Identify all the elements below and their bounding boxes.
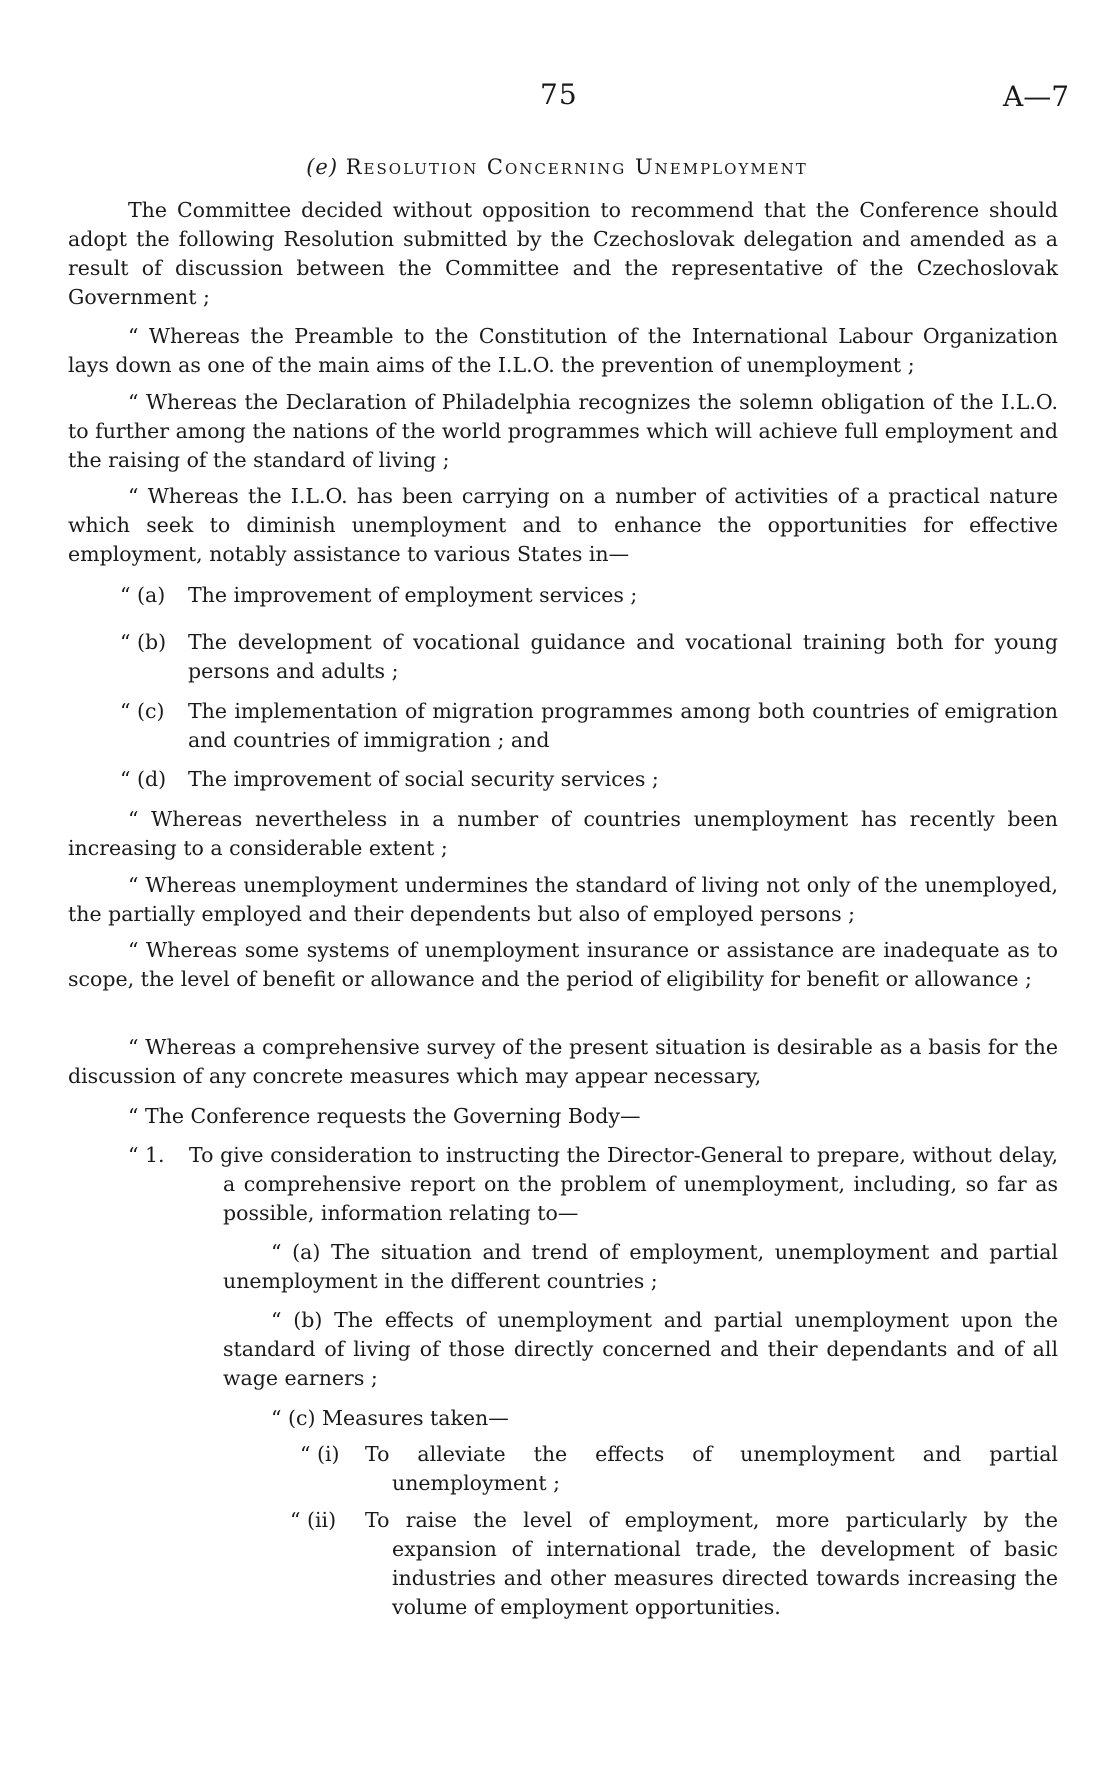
item-1-label: “ 1. — [128, 1143, 165, 1167]
whereas-paragraph-7: “ Whereas a comprehensive survey of the present situation is desirable as a basis for the discussion of any concrete measures which may appear necessary, — [68, 1035, 1058, 1088]
section-title: Resolution Concerning Unemployment — [345, 155, 808, 179]
list-item-a: The improvement of employment services ; — [188, 583, 638, 607]
item-1-text: To give consideration to instructing the Director-General to prepare, without delay, a comprehensive report on the problem of unemployment, including, so far as possible, information relating to— — [189, 1143, 1058, 1225]
document-code: A—7 — [1003, 80, 1070, 113]
whereas-paragraph-3: “ Whereas the I.L.O. has been carrying on a number of activities of a practical nature which seek to diminish unemployment and to enhance the opportunities for effective employment, notably assistance to various States in— — [68, 484, 1058, 566]
page-number: 75 — [540, 78, 578, 111]
sub-label-ii: “ (ii) — [290, 1508, 337, 1532]
conference-requests: “ The Conference requests the Governing Body— — [128, 1104, 641, 1128]
list-label-d: “ (d) — [120, 767, 167, 791]
list-label-b: “ (b) — [120, 630, 167, 654]
list-label-c: “ (c) — [120, 699, 165, 723]
section-label: (e) — [306, 155, 339, 179]
sub-label-i: “ (i) — [300, 1442, 340, 1466]
sub-item-i: To alleviate the effects of unemployment and partial unemployment ; — [365, 1442, 1058, 1495]
list-item-c: The implementation of migration programmes among both countries of emigration and countries of immigration ; and — [188, 699, 1058, 752]
list-label-a: “ (a) — [120, 583, 166, 607]
whereas-paragraph-6: “ Whereas some systems of unemployment insurance or assistance are inadequate as to scope, the level of benefit or allowance and the period of eligibility for benefit or allowance ; — [68, 938, 1058, 991]
whereas-paragraph-1: “ Whereas the Preamble to the Constitution of the International Labour Organization lays down as one of the main aims of the I.L.O. the prevention of unemployment ; — [68, 324, 1058, 377]
list-item-d: The improvement of social security services ; — [188, 767, 659, 791]
whereas-paragraph-2: “ Whereas the Declaration of Philadelphia recognizes the solemn obligation of the I.L.O. to further among the nations of the world programmes which will achieve full employment and the raising of the standard of living ; — [68, 390, 1058, 472]
section-heading — [0, 155, 1114, 179]
whereas-paragraph-5: “ Whereas unemployment undermines the standard of living not only of the unemployed, the partially employed and their dependents but also of employed persons ; — [68, 873, 1058, 926]
whereas-paragraph-4: “ Whereas nevertheless in a number of countries unemployment has recently been increasing to a considerable extent ; — [68, 807, 1058, 860]
item-1-b: “ (b) The effects of unemployment and partial unemployment upon the standard of living of those directly concerned and their dependants and of all wage earners ; — [223, 1308, 1058, 1390]
item-1-c: “ (c) Measures taken— — [271, 1406, 509, 1430]
sub-item-ii: To raise the level of employment, more particularly by the expansion of international trade, the development of basic industries and other measures directed towards increasing the volume of employment opportunities. — [365, 1508, 1058, 1619]
intro-paragraph: The Committee decided without opposition to recommend that the Conference should adopt the following Resolution submitted by the Czechoslovak delegation and amended as a result of discussion between the Committee and the representative of the Czechoslovak Government ; — [68, 198, 1058, 309]
list-item-b: The development of vocational guidance and vocational training both for young persons and adults ; — [188, 630, 1058, 683]
item-1-a: “ (a) The situation and trend of employment, unemployment and partial unemployment in the different countries ; — [223, 1240, 1058, 1293]
